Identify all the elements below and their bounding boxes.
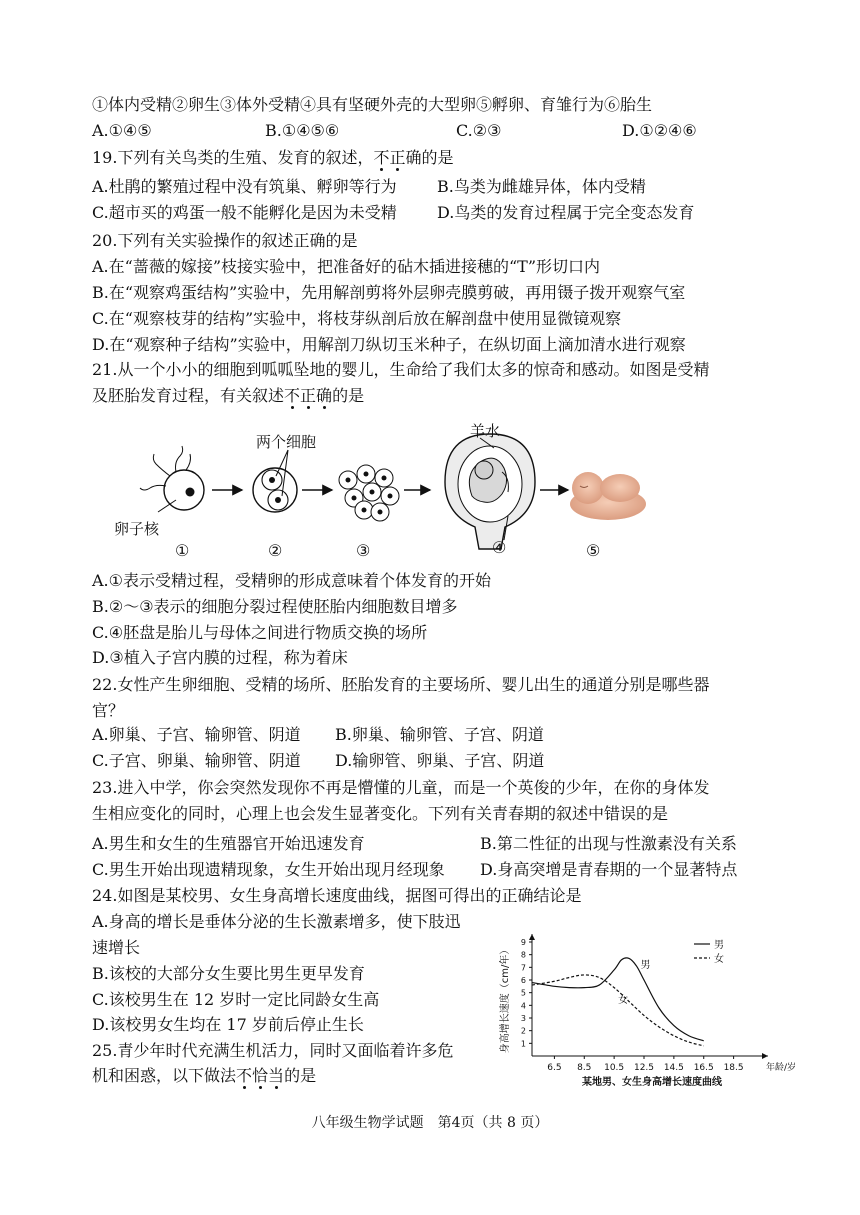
egg-nucleus-label: 卵子核 [114, 520, 160, 538]
y-axis-arrow [529, 934, 535, 940]
q18-option-d: D.①②④⑥ [622, 121, 697, 140]
q18-option-a: A.①④⑤ [92, 121, 152, 140]
q20-option-a: A.在“蔷薇的嫁接”枝接实验中，把准备好的砧木插进接穗的“T”形切口内 [92, 257, 601, 276]
q21-emphasis: 不 [284, 386, 301, 405]
q25-stem-line1: 25.青少年时代充满生机活力，同时又面临着许多危 [92, 1041, 454, 1060]
q24-option-c: C.该校男生在 12 岁时一定比同龄女生高 [92, 990, 380, 1009]
q24-option-b: B.该校的大部分女生要比男生更早发育 [92, 964, 365, 983]
q20-option-b: B.在“观察鸡蛋结构”实验中，先用解剖剪将外层卵壳膜剪破，再用镊子拨开观察气室 [92, 283, 686, 302]
q24-option-a-line1: A.身高的增长是垂体分泌的生长激素增多，使下肢迅 [92, 912, 461, 931]
q19-option-c: C.超市买的鸡蛋一般不能孵化是因为未受精 [92, 203, 397, 222]
q23-option-c: C.男生开始出现遗精现象，女生开始出现月经现象 [92, 860, 445, 879]
newborn-baby-image [570, 472, 646, 520]
uterus-fetus-stage [445, 434, 535, 549]
y-tick-label: 1 [520, 1039, 526, 1049]
x-tick-label: 18.5 [723, 1063, 744, 1073]
q25-stem-line2 [92, 1063, 316, 1089]
q21-stem-post: 的是 [332, 386, 365, 405]
chart-title: 某地男、女生身高增长速度曲线 [582, 1077, 722, 1086]
y-tick-label: 9 [520, 938, 526, 947]
q25-emphasis: 恰 [252, 1066, 269, 1085]
q21-emphasis: 正 [300, 386, 317, 405]
y-tick-label: 2 [520, 1026, 526, 1036]
q25-emphasis: 不 [236, 1066, 253, 1085]
amniotic-fluid-label: 羊水 [470, 422, 501, 440]
y-tick-label: 8 [520, 950, 526, 960]
q20-option-c: C.在“观察枝芽的结构”实验中，将枝芽纵剖后放在解剖盘中使用显微镜观察 [92, 309, 622, 328]
cell-mass-stage [339, 465, 399, 521]
stage-label: ④ [492, 538, 507, 557]
q23-stem-line1: 23.进入中学，你会突然发现你不再是懵懂的儿童，而是一个英俊的少年，在你的身体发 [92, 778, 710, 797]
q21-emphasis: 确 [316, 386, 333, 405]
y-tick-label: 6 [520, 976, 526, 985]
inline-label-female: 女 [618, 994, 629, 1006]
fertilization-egg [140, 446, 204, 512]
q22-option-c: C.子宫、卵巢、输卵管、阴道 [92, 751, 301, 770]
q19-stem-post: 确的是 [405, 148, 454, 167]
q21-stem-line1: 21.从一个小小的细胞到呱呱坠地的婴儿，生命给了我们太多的惊奇和感动。如图是受精 [92, 360, 710, 379]
q19-stem [92, 145, 454, 171]
y-tick-label: 5 [520, 988, 526, 998]
q22-option-d: D.输卵管、卵巢、子宫、阴道 [335, 751, 545, 770]
q21-stem-pre: 及胚胎发育过程，有关叙述 [92, 386, 285, 405]
q22-option-a: A.卵巢、子宫、输卵管、阴道 [92, 725, 301, 744]
two-cells-label: 两个细胞 [256, 433, 317, 451]
q23-stem-line2: 生相应变化的同时，心理上也会发生显著变化。下列有关青春期的叙述中错误的是 [92, 804, 669, 823]
x-tick-label: 14.5 [663, 1063, 684, 1073]
q21-option-d: D.③植入子宫内膜的过程，称为着床 [92, 648, 348, 667]
q25-emphasis: 当 [268, 1066, 285, 1085]
q22-stem-line1: 22.女性产生卵细胞、受精的场所、胚胎发育的主要场所、婴儿出生的通道分别是哪些器 [92, 675, 710, 694]
q19-option-a: A.杜鹃的繁殖过程中没有筑巢、孵卵等行为 [92, 177, 397, 196]
q18-option-b: B.①④⑤⑥ [265, 121, 340, 140]
q19-stem-pre: 19.下列有关鸟类的生殖、发育的叙述， [92, 148, 374, 167]
q19-option-d: D.鸟类的发育过程属于完全变态发育 [437, 203, 695, 222]
growth-rate-chart [488, 926, 798, 1086]
two-cell-stage [253, 450, 297, 512]
inline-label-male: 男 [640, 960, 651, 972]
y-tick-label: 7 [520, 963, 526, 973]
q21-option-b: B.②～③表示的细胞分裂过程使胚胎内细胞数目增多 [92, 597, 458, 616]
x-tick-label: 12.5 [633, 1063, 655, 1073]
stage-label: ② [268, 541, 283, 560]
q21-option-a: A.①表示受精过程，受精卵的形成意味着个体发育的开始 [92, 571, 491, 590]
q20-option-d: D.在“观察种子结构”实验中，用解剖刀纵切玉米种子，在纵切面上滴加清水进行观察 [92, 335, 686, 354]
q23-option-b: B.第二性征的出现与性激素没有关系 [480, 834, 737, 853]
y-axis-label: 身高增长速度（cm/年） [500, 944, 511, 1054]
q24-stem: 24.如图是某校男、女生身高增长速度曲线，据图可得出的正确结论是 [92, 886, 582, 905]
stage-label: ⑤ [586, 541, 601, 560]
q23-option-d: D.身高突增是青春期的一个显著特点 [480, 860, 738, 879]
q19-emphasis: 不 [373, 148, 390, 167]
q24-option-d: D.该校男女生均在 17 岁前后停止生长 [92, 1015, 364, 1034]
x-axis-arrow [762, 1053, 768, 1059]
legend-label-female: 女 [714, 954, 724, 965]
q22-option-b: B.卵巢、输卵管、子宫、阴道 [335, 725, 544, 744]
y-tick-label: 4 [520, 1001, 526, 1011]
stage-label: ③ [356, 541, 371, 560]
x-tick-label: 10.5 [604, 1063, 625, 1073]
q22-stem-line2: 官？ [92, 701, 125, 720]
legend-label-male: 男 [714, 940, 724, 951]
q25-stem-pre: 机和困惑，以下做法 [92, 1066, 237, 1085]
stage-label: ① [175, 541, 190, 560]
q23-option-a: A.男生和女生的生殖器官开始迅速发育 [92, 834, 365, 853]
q21-stem-line2 [92, 383, 364, 409]
q21-option-c: C.④胚盘是胎儿与母体之间进行物质交换的场所 [92, 623, 428, 642]
y-tick-label: 3 [520, 1014, 526, 1023]
q19-option-b: B.鸟类为雌雄异体，体内受精 [437, 177, 646, 196]
q18-option-c: C.②③ [456, 121, 502, 140]
x-tick-label: 6.5 [547, 1063, 562, 1073]
x-axis-label: 年龄/岁 [766, 1063, 797, 1073]
x-tick-label: 16.5 [693, 1063, 714, 1073]
q20-stem: 20.下列有关实验操作的叙述正确的是 [92, 231, 358, 250]
x-tick-label: 8.5 [577, 1063, 592, 1073]
page-footer: 八年级生物学试题 第4页（共 8 页） [311, 1115, 549, 1131]
q25-stem-post: 的是 [284, 1066, 317, 1085]
q19-emphasis: 正 [389, 148, 406, 167]
series-line-female [532, 975, 704, 1046]
q24-option-a-line2: 速增长 [92, 938, 141, 957]
q18-stem: ①体内受精②卵生③体外受精④具有坚硬外壳的大型卵⑤孵卵、育雏行为⑥胎生 [92, 95, 653, 114]
